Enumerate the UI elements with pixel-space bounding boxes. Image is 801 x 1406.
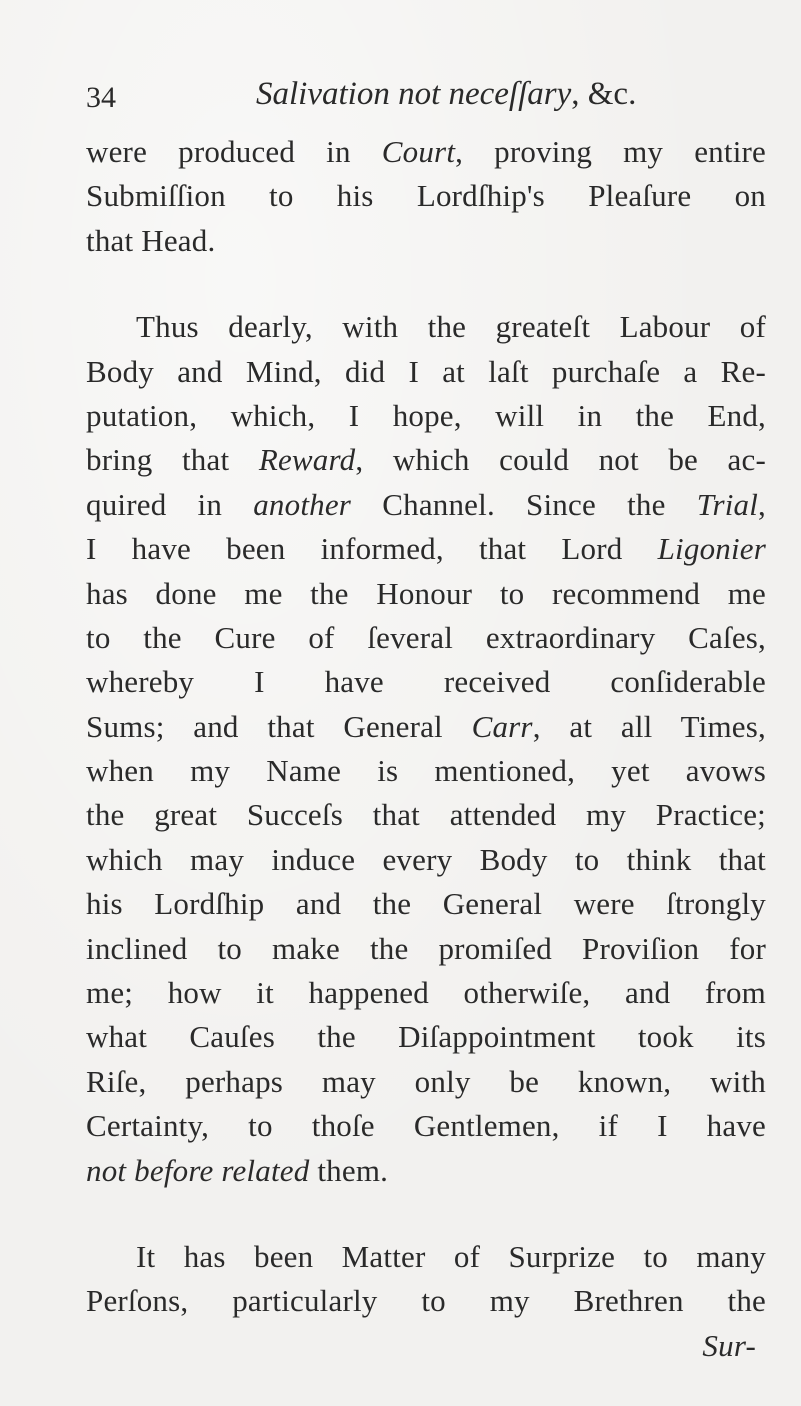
italic-run: Ligonier	[657, 531, 766, 567]
italic-run: Carr	[471, 708, 533, 744]
text-run: me; how it happened otherwiſe, and from	[86, 975, 766, 1011]
text-line	[86, 616, 766, 660]
text-run: Certainty, to thoſe Gentlemen, if I have	[86, 1108, 766, 1144]
text-run: inclined to make the promiſed Proviſion for	[86, 930, 766, 966]
text-line	[86, 438, 766, 482]
text-line	[86, 1104, 766, 1148]
text-run: I have been informed, that Lord	[86, 531, 658, 567]
text-run: when my Name is mentioned, yet avows	[86, 753, 766, 789]
text-run: them.	[309, 1152, 389, 1188]
text-run: Submiſſion to his Lordſhip's Pleaſure on	[86, 178, 766, 214]
text-run: quired in	[86, 486, 254, 522]
text-run: what Cauſes the Diſappointment took its	[86, 1019, 766, 1055]
text-run: , at all Times,	[532, 708, 766, 744]
text-run: whereby I have received conſiderable	[86, 664, 766, 700]
text-run: Sums; and that General	[86, 708, 472, 744]
italic-run: Reward	[258, 442, 356, 478]
text-run: Channel. Since the	[351, 486, 697, 522]
italic-run: another	[253, 486, 352, 522]
text-line	[86, 793, 766, 837]
text-run: Thus dearly, with the greateſt Labour of	[136, 309, 766, 345]
paragraphs	[86, 130, 766, 1324]
paragraph	[86, 1235, 766, 1324]
text-line	[86, 305, 766, 349]
text-run: putation, which, I hope, will in the End,	[86, 397, 766, 433]
text-line	[86, 130, 766, 174]
italic-run: not before related	[86, 1152, 310, 1188]
text-line	[86, 1060, 766, 1104]
text-line	[86, 838, 766, 882]
text-line	[86, 971, 766, 1015]
text-run: Body and Mind, did I at laſt purchaſe a Re-	[86, 353, 766, 389]
page-number: 34	[86, 81, 116, 114]
text-run: has done me the Honour to recommend me	[86, 575, 766, 611]
paragraph-gap	[86, 263, 766, 305]
text-run: which may induce every Body to think that	[86, 841, 766, 877]
text-run: Perſons, particularly to my Brethren the	[86, 1283, 766, 1319]
text-line	[86, 394, 766, 438]
running-head-suffix: , &c.	[571, 76, 637, 112]
text-line	[86, 350, 766, 394]
text-line	[86, 927, 766, 971]
text-line	[86, 572, 766, 616]
text-line	[86, 1235, 766, 1279]
text-line	[86, 660, 766, 704]
italic-run: Court	[381, 134, 456, 169]
text-line	[86, 705, 766, 749]
text-run: his Lordſhip and the General were ſtrongly	[86, 886, 766, 922]
text-run: , which could not be ac-	[355, 442, 766, 478]
text-line	[86, 1015, 766, 1059]
italic-run: Trial	[696, 486, 759, 522]
text-run: were produced in	[86, 134, 382, 169]
paragraph-gap	[86, 1193, 766, 1235]
text-run: to the Cure of ſeveral extraordinary Caſes,	[86, 619, 766, 655]
text-line	[86, 174, 766, 218]
body-text	[86, 130, 766, 1368]
paragraph	[86, 130, 766, 263]
catchword: Sur-	[702, 1327, 756, 1363]
text-run: It has been Matter of Surprize to many	[136, 1238, 766, 1274]
text-run: bring that	[86, 442, 259, 478]
text-run: that Head.	[86, 222, 216, 258]
running-head	[256, 72, 636, 116]
text-run: the great Succeſs that attended my Practice;	[86, 797, 766, 833]
text-run: Riſe, perhaps may only be known, with	[86, 1063, 766, 1099]
text-run: , proving my entire	[455, 134, 766, 169]
text-line	[86, 1279, 766, 1323]
text-line	[86, 749, 766, 793]
text-line	[86, 219, 766, 263]
running-head-title: Salivation not neceſſary	[256, 76, 572, 112]
page-header	[86, 72, 706, 116]
text-line	[86, 483, 766, 527]
text-line	[86, 1149, 766, 1193]
text-line	[86, 527, 766, 571]
text-run: ,	[758, 486, 766, 522]
paragraph	[86, 305, 766, 1193]
text-line	[86, 882, 766, 926]
